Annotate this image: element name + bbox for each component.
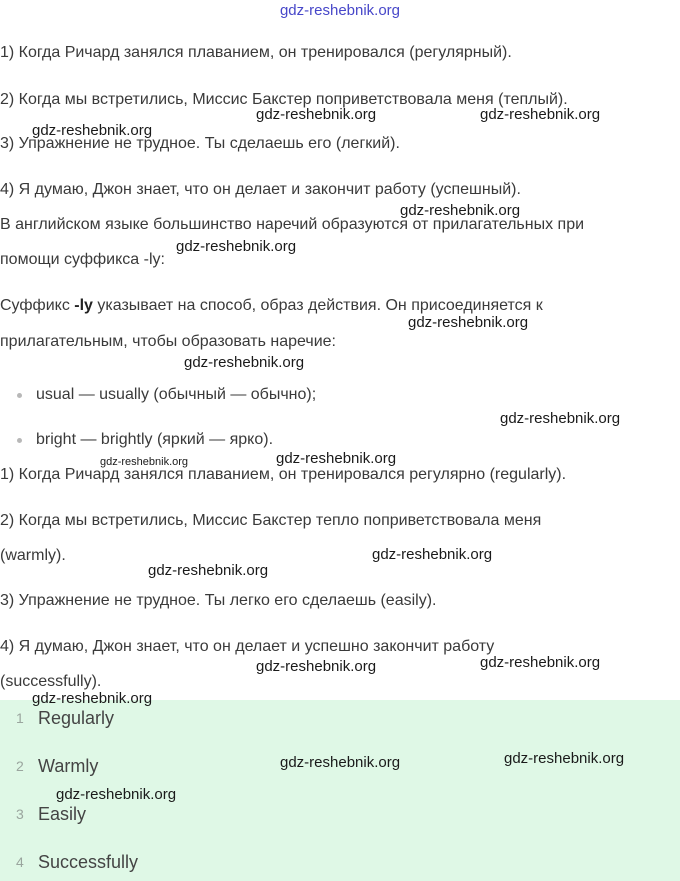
answer-number: 1 [16, 710, 24, 726]
solution-2b: (warmly). [0, 547, 66, 564]
solution-2a: 2) Когда мы встретились, Миссис Бакстер тепло поприветствовала меня [0, 512, 542, 529]
answer-text: Warmly [38, 756, 99, 776]
watermark: gdz-reshebnik.org [148, 562, 269, 579]
theory-line-3 [0, 296, 543, 316]
answer-number: 4 [16, 854, 24, 870]
theory-line-2: помощи суффикса -ly: [0, 251, 165, 268]
watermark: gdz-reshebnik.org [100, 456, 189, 468]
theory-suffix-rest: указывает на способ, образ действия. Он присоединяется к [92, 297, 543, 314]
bullet-dot [17, 438, 22, 443]
theory-line-4: прилагательным, чтобы образовать наречие: [0, 333, 336, 350]
watermark: gdz-reshebnik.org [280, 754, 401, 771]
theory-suffix-intro: Суффикс [0, 297, 75, 314]
solution-1: 1) Когда Ричард занялся плаванием, он тренировался регулярно (regularly). [0, 466, 567, 483]
watermark: gdz-reshebnik.org [276, 450, 397, 467]
watermark: gdz-reshebnik.org [480, 106, 601, 123]
bullet-dot [17, 393, 22, 398]
watermark: gdz-reshebnik.org [504, 750, 625, 767]
example-2: bright — brightly (яркий — ярко). [36, 431, 274, 448]
watermark: gdz-reshebnik.org [400, 202, 521, 219]
theory-suffix-bold: -ly [74, 297, 93, 314]
task-3: 3) Упражнение не трудное. Ты сделаешь его (легкий). [0, 135, 400, 152]
watermark: gdz-reshebnik.org [256, 658, 377, 675]
answer-number: 2 [16, 758, 24, 774]
example-1: usual — usually (обычный — обычно); [36, 386, 317, 403]
watermark: gdz-reshebnik.org [480, 654, 601, 671]
solution-4b: (successfully). [0, 673, 102, 690]
answer-text: Successfully [38, 852, 139, 872]
watermark: gdz-reshebnik.org [56, 786, 177, 803]
watermark: gdz-reshebnik.org [32, 690, 153, 707]
watermark: gdz-reshebnik.org [408, 314, 529, 331]
theory-line-1: В английском языке большинство наречий образуются от прилагательных при [0, 216, 585, 233]
watermark-top: gdz-reshebnik.org [279, 2, 401, 19]
solution-3: 3) Упражнение не трудное. Ты легко его сделаешь (easily). [0, 592, 437, 609]
watermark: gdz-reshebnik.org [372, 546, 493, 563]
solution-4a: 4) Я думаю, Джон знает, что он делает и успешно закончит работу [0, 638, 495, 655]
watermark: gdz-reshebnik.org [176, 238, 297, 255]
task-1: 1) Когда Ричард занялся плаванием, он тренировался (регулярный). [0, 44, 512, 61]
watermark: gdz-reshebnik.org [32, 122, 153, 139]
task-2: 2) Когда мы встретились, Миссис Бакстер поприветствовала меня (теплый). [0, 91, 568, 108]
answer-text: Regularly [38, 708, 115, 728]
answer-text: Easily [38, 804, 87, 824]
watermark: gdz-reshebnik.org [500, 410, 621, 427]
answer-number: 3 [16, 806, 24, 822]
watermark: gdz-reshebnik.org [256, 106, 377, 123]
watermark: gdz-reshebnik.org [184, 354, 305, 371]
task-4: 4) Я думаю, Джон знает, что он делает и закончит работу (успешный). [0, 181, 521, 198]
